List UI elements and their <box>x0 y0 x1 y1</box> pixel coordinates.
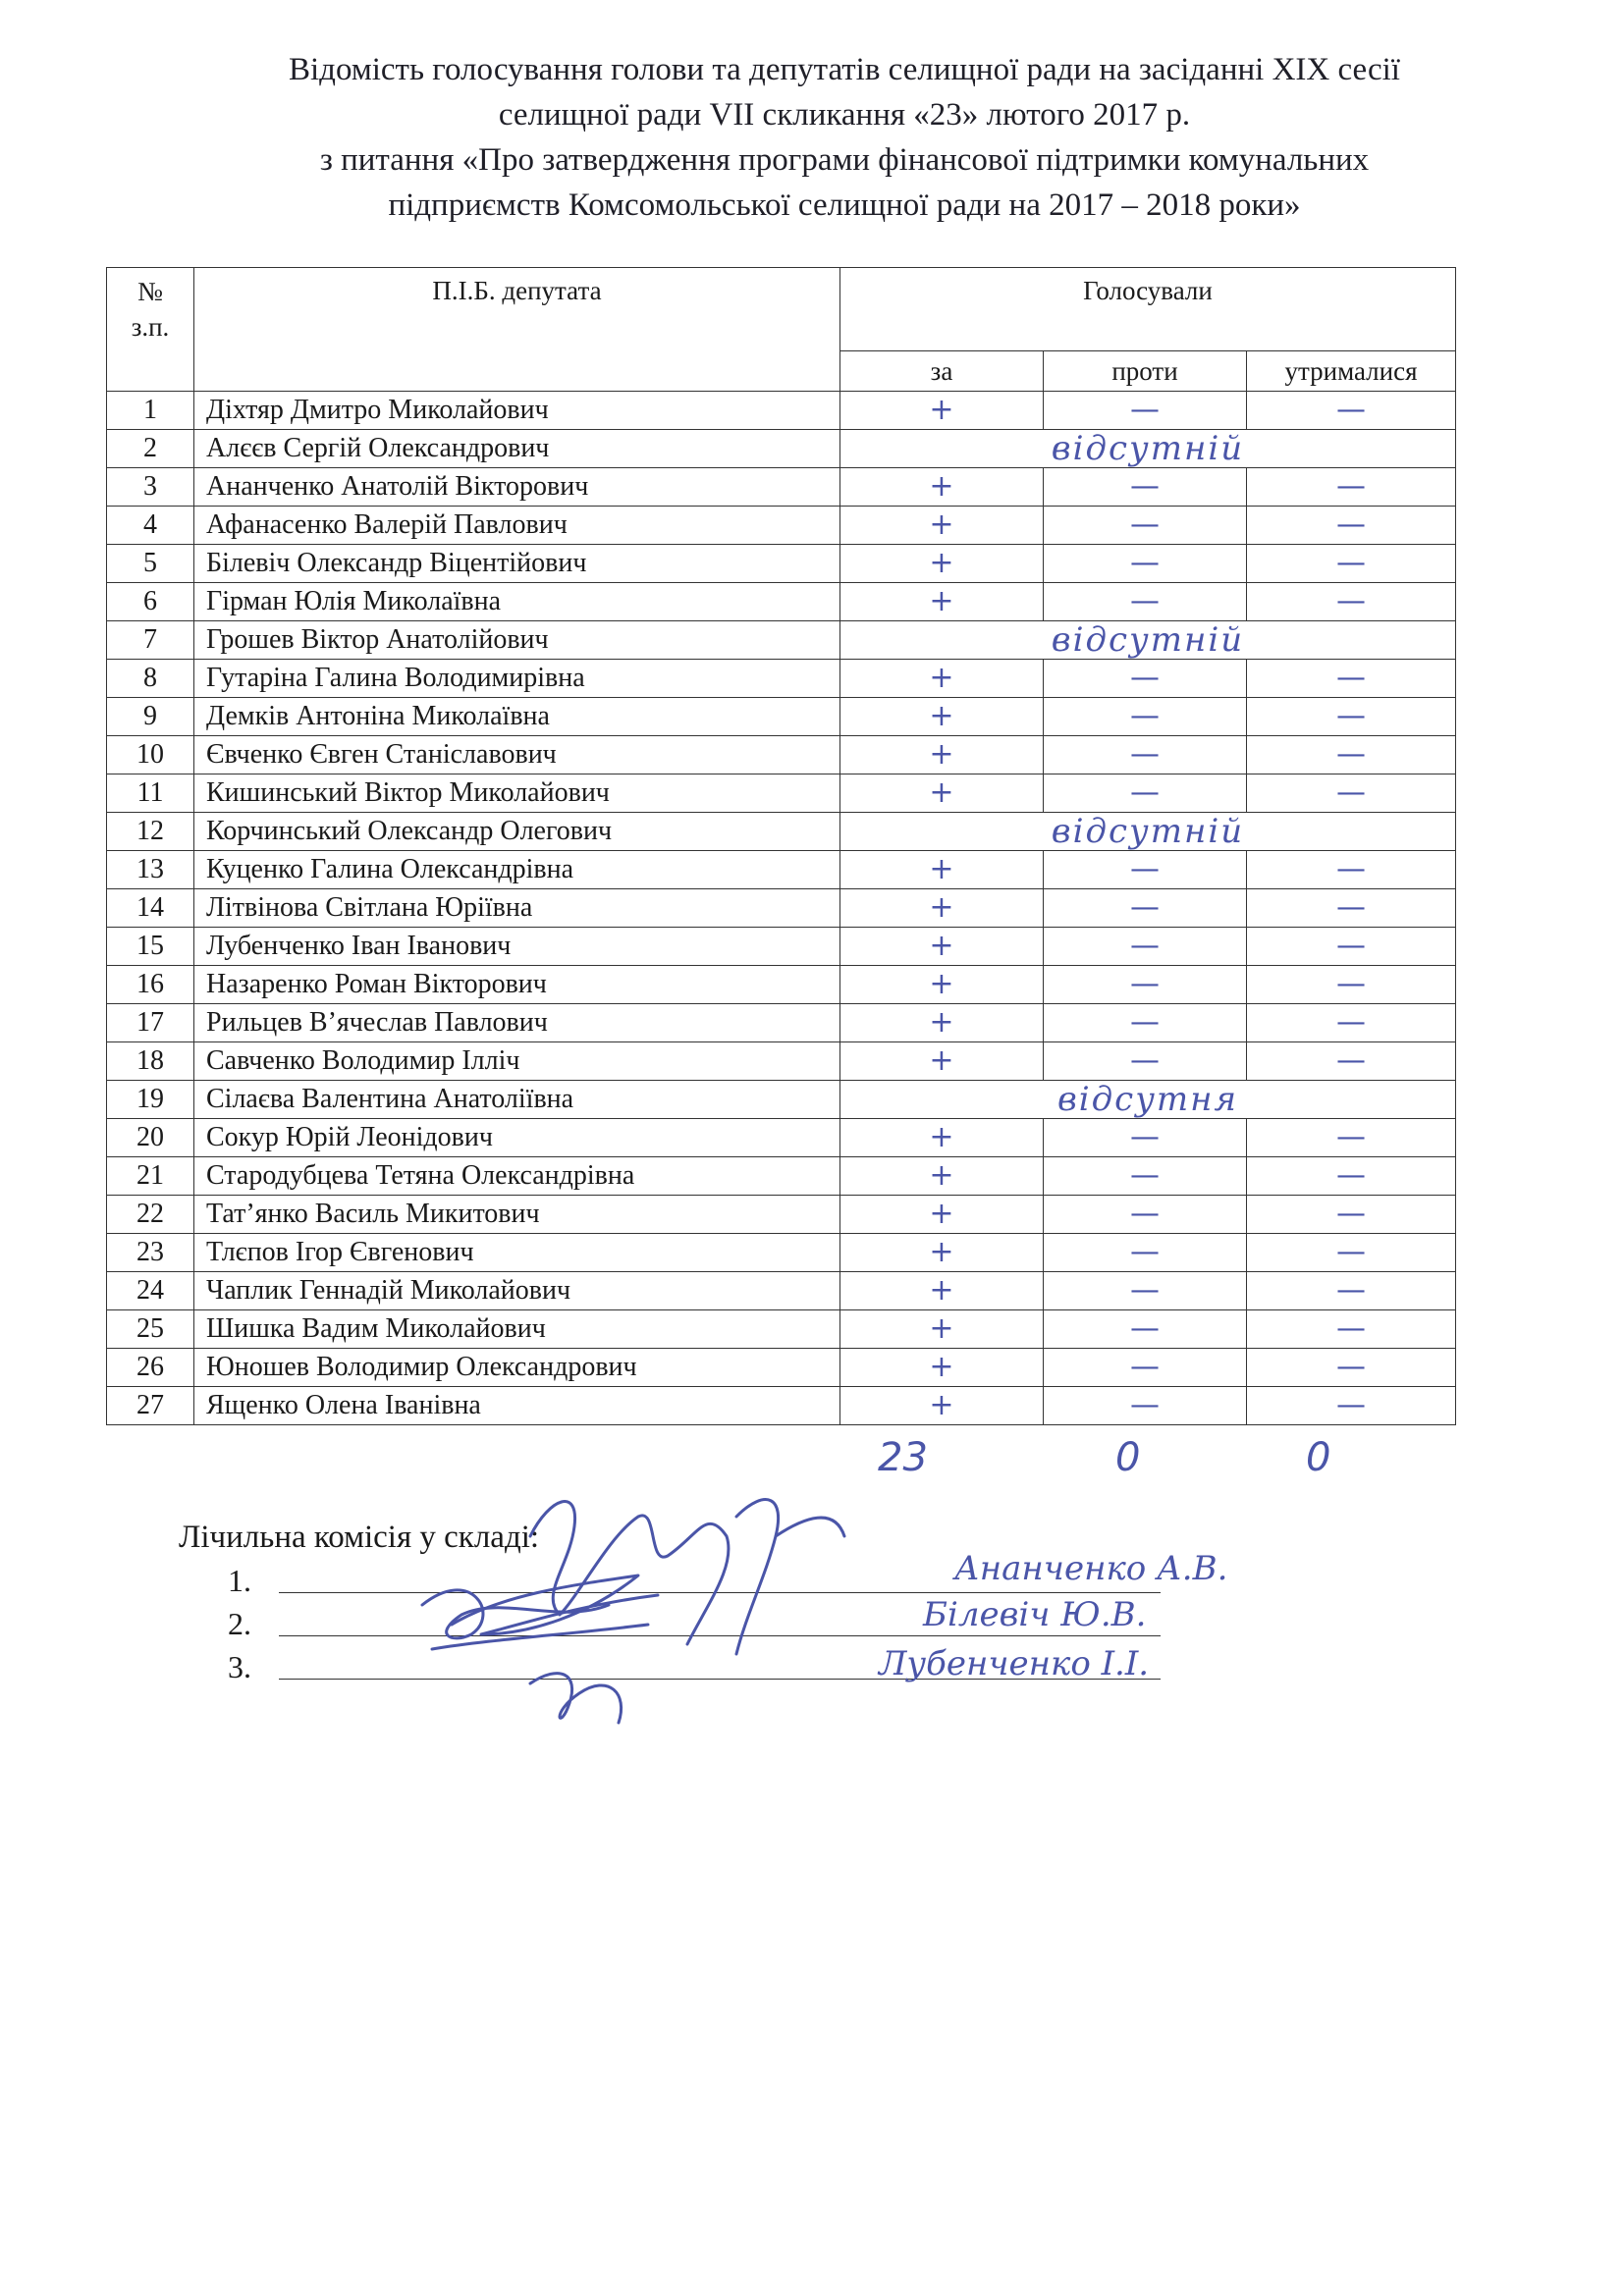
table-row <box>107 1272 1456 1310</box>
row-number: 11 <box>107 774 194 813</box>
commission-title: Лічильна комісія у складі: <box>179 1520 540 1555</box>
header-name: П.І.Б. депутата <box>194 268 840 392</box>
vote-against-mark: — <box>1044 468 1247 507</box>
vote-for-mark: + <box>840 392 1044 430</box>
table-row <box>107 851 1456 889</box>
vote-against-mark: — <box>1044 928 1247 966</box>
vote-against-mark: — <box>1044 507 1247 545</box>
vote-for-mark: + <box>840 545 1044 583</box>
table-row <box>107 621 1456 660</box>
vote-abstained-mark: — <box>1247 928 1456 966</box>
row-number: 15 <box>107 928 194 966</box>
header-for: за <box>840 351 1044 392</box>
table-row <box>107 660 1456 698</box>
vote-for-mark: + <box>840 468 1044 507</box>
vote-abstained-mark: — <box>1247 1272 1456 1310</box>
table-row <box>107 468 1456 507</box>
deputy-name: Стародубцева Тетяна Олександрівна <box>194 1157 840 1196</box>
vote-against-mark: — <box>1044 392 1247 430</box>
header-against: проти <box>1044 351 1247 392</box>
vote-abstained-mark: — <box>1247 392 1456 430</box>
deputy-name: Афанасенко Валерій Павлович <box>194 507 840 545</box>
absent-note: відсутній <box>840 621 1456 660</box>
deputy-name: Юношев Володимир Олександрович <box>194 1349 840 1387</box>
table-row <box>107 813 1456 851</box>
vote-for-mark: + <box>840 966 1044 1004</box>
vote-abstained-mark: — <box>1247 660 1456 698</box>
header-number <box>107 268 194 392</box>
row-number: 26 <box>107 1349 194 1387</box>
vote-against-mark: — <box>1044 1004 1247 1042</box>
vote-against-mark: — <box>1044 736 1247 774</box>
vote-against-mark: — <box>1044 1196 1247 1234</box>
table-row <box>107 1042 1456 1081</box>
commission-member-name: Ананченко А.В. <box>954 1549 1228 1588</box>
vote-abstained-mark: — <box>1247 774 1456 813</box>
signature-3 <box>736 1500 844 1654</box>
vote-abstained-mark: — <box>1247 1310 1456 1349</box>
deputy-name: Сілаєва Валентина Анатоліївна <box>194 1081 840 1119</box>
commission-number: 1. <box>228 1563 251 1598</box>
deputy-name: Ананченко Анатолій Вікторович <box>194 468 840 507</box>
table-row <box>107 1387 1456 1425</box>
total-against: 0 <box>1115 1435 1141 1480</box>
commission-number: 3. <box>228 1649 251 1684</box>
header-voted: Голосували <box>840 268 1456 351</box>
row-number: 23 <box>107 1234 194 1272</box>
deputy-name: Тлєпов Ігор Євгенович <box>194 1234 840 1272</box>
table-row <box>107 698 1456 736</box>
row-number: 13 <box>107 851 194 889</box>
row-number: 6 <box>107 583 194 621</box>
vote-for-mark: + <box>840 1310 1044 1349</box>
vote-against-mark: — <box>1044 1042 1247 1081</box>
table-row <box>107 966 1456 1004</box>
title-line-1: Відомість голосування голови та депутатів селищної ради на засіданні XIX сесії <box>289 52 1400 87</box>
deputy-name: Гутаріна Галина Володимирівна <box>194 660 840 698</box>
vote-against-mark: — <box>1044 1119 1247 1157</box>
vote-against-mark: — <box>1044 851 1247 889</box>
handwritten-signatures <box>412 1477 962 1742</box>
vote-abstained-mark: — <box>1247 698 1456 736</box>
vote-abstained-mark: — <box>1247 583 1456 621</box>
row-number: 19 <box>107 1081 194 1119</box>
table-row <box>107 1196 1456 1234</box>
deputy-name: Діхтяр Дмитро Миколайович <box>194 392 840 430</box>
header-number-line1: № <box>137 277 163 306</box>
vote-against-mark: — <box>1044 583 1247 621</box>
row-number: 17 <box>107 1004 194 1042</box>
row-number: 3 <box>107 468 194 507</box>
header-abstained: утрималися <box>1247 351 1456 392</box>
vote-for-mark: + <box>840 1234 1044 1272</box>
vote-abstained-mark: — <box>1247 1349 1456 1387</box>
vote-abstained-mark: — <box>1247 736 1456 774</box>
row-number: 7 <box>107 621 194 660</box>
deputy-name: Лубенченко Іван Іванович <box>194 928 840 966</box>
vote-for-mark: + <box>840 1349 1044 1387</box>
document-title <box>147 47 1542 228</box>
vote-for-mark: + <box>840 1042 1044 1081</box>
vote-for-mark: + <box>840 1387 1044 1425</box>
row-number: 4 <box>107 507 194 545</box>
row-number: 18 <box>107 1042 194 1081</box>
row-number: 8 <box>107 660 194 698</box>
deputy-name: Чаплик Геннадій Миколайович <box>194 1272 840 1310</box>
vote-for-mark: + <box>840 928 1044 966</box>
vote-for-mark: + <box>840 507 1044 545</box>
deputy-name: Корчинський Олександр Олегович <box>194 813 840 851</box>
total-abstained: 0 <box>1306 1435 1331 1480</box>
vote-abstained-mark: — <box>1247 1119 1456 1157</box>
vote-against-mark: — <box>1044 1272 1247 1310</box>
vote-against-mark: — <box>1044 774 1247 813</box>
title-line-2: селищної ради VII скликання «23» лютого 2017 р. <box>498 97 1191 133</box>
total-for: 23 <box>878 1435 928 1480</box>
vote-for-mark: + <box>840 583 1044 621</box>
table-row <box>107 583 1456 621</box>
deputy-name: Куценко Галина Олександрівна <box>194 851 840 889</box>
vote-abstained-mark: — <box>1247 1004 1456 1042</box>
row-number: 16 <box>107 966 194 1004</box>
row-number: 1 <box>107 392 194 430</box>
table-row <box>107 392 1456 430</box>
vote-for-mark: + <box>840 660 1044 698</box>
vote-abstained-mark: — <box>1247 507 1456 545</box>
table-row <box>107 1157 1456 1196</box>
table-row <box>107 736 1456 774</box>
deputy-name: Білевіч Олександр Віцентійович <box>194 545 840 583</box>
vote-against-mark: — <box>1044 966 1247 1004</box>
commission-line-1 <box>228 1563 251 1599</box>
signature-1 <box>530 1502 729 1644</box>
row-number: 10 <box>107 736 194 774</box>
row-number: 22 <box>107 1196 194 1234</box>
table-row <box>107 430 1456 468</box>
deputy-name: Грошев Віктор Анатолійович <box>194 621 840 660</box>
vote-abstained-mark: — <box>1247 889 1456 928</box>
vote-against-mark: — <box>1044 545 1247 583</box>
deputy-name: Кишинський Віктор Миколайович <box>194 774 840 813</box>
vote-abstained-mark: — <box>1247 966 1456 1004</box>
absent-note: відсутній <box>840 430 1456 468</box>
vote-against-mark: — <box>1044 1387 1247 1425</box>
signature-3-tail <box>530 1674 622 1723</box>
vote-against-mark: — <box>1044 1310 1247 1349</box>
row-number: 24 <box>107 1272 194 1310</box>
vote-for-mark: + <box>840 1196 1044 1234</box>
vote-abstained-mark: — <box>1247 851 1456 889</box>
title-line-3: з питання «Про затвердження програми фінансової підтримки комунальних <box>319 142 1370 178</box>
vote-for-mark: + <box>840 774 1044 813</box>
vote-for-mark: + <box>840 1119 1044 1157</box>
deputy-name: Сокур Юрій Леонідович <box>194 1119 840 1157</box>
header-number-line2: з.п. <box>131 312 170 342</box>
vote-against-mark: — <box>1044 1234 1247 1272</box>
deputy-name: Літвінова Світлана Юріївна <box>194 889 840 928</box>
vote-abstained-mark: — <box>1247 1042 1456 1081</box>
row-number: 27 <box>107 1387 194 1425</box>
table-row <box>107 507 1456 545</box>
vote-against-mark: — <box>1044 889 1247 928</box>
vote-for-mark: + <box>840 889 1044 928</box>
deputy-name: Алєєв Сергій Олександрович <box>194 430 840 468</box>
vote-abstained-mark: — <box>1247 1196 1456 1234</box>
absent-note: відсутній <box>840 813 1456 851</box>
deputy-name: Тат’янко Василь Микитович <box>194 1196 840 1234</box>
voting-table-body <box>107 392 1456 1425</box>
vote-abstained-mark: — <box>1247 1157 1456 1196</box>
vote-abstained-mark: — <box>1247 545 1456 583</box>
vote-for-mark: + <box>840 736 1044 774</box>
table-row <box>107 1081 1456 1119</box>
table-row <box>107 545 1456 583</box>
row-number: 12 <box>107 813 194 851</box>
table-row <box>107 889 1456 928</box>
deputy-name: Шишка Вадим Миколайович <box>194 1310 840 1349</box>
row-number: 20 <box>107 1119 194 1157</box>
table-row <box>107 774 1456 813</box>
vote-abstained-mark: — <box>1247 1387 1456 1425</box>
vote-for-mark: + <box>840 698 1044 736</box>
title-line-4: підприємств Комсомольської селищної ради на 2017 – 2018 роки» <box>388 187 1301 223</box>
commission-member-name: Лубенченко І.І. <box>879 1644 1150 1683</box>
row-number: 9 <box>107 698 194 736</box>
row-number: 21 <box>107 1157 194 1196</box>
deputy-name: Євченко Євген Станіславович <box>194 736 840 774</box>
vote-for-mark: + <box>840 1157 1044 1196</box>
deputy-name: Гірман Юлія Миколаївна <box>194 583 840 621</box>
table-row <box>107 928 1456 966</box>
deputy-name: Ященко Олена Іванівна <box>194 1387 840 1425</box>
vote-for-mark: + <box>840 1272 1044 1310</box>
commission-line-3 <box>228 1649 251 1685</box>
table-row <box>107 1310 1456 1349</box>
vote-for-mark: + <box>840 851 1044 889</box>
vote-for-mark: + <box>840 1004 1044 1042</box>
table-row <box>107 1004 1456 1042</box>
row-number: 14 <box>107 889 194 928</box>
deputy-name: Демків Антоніна Миколаївна <box>194 698 840 736</box>
row-number: 5 <box>107 545 194 583</box>
vote-against-mark: — <box>1044 1157 1247 1196</box>
vote-against-mark: — <box>1044 698 1247 736</box>
commission-line-2 <box>228 1606 251 1642</box>
row-number: 2 <box>107 430 194 468</box>
table-row <box>107 1119 1456 1157</box>
table-row <box>107 1349 1456 1387</box>
commission-number: 2. <box>228 1606 251 1641</box>
vote-against-mark: — <box>1044 1349 1247 1387</box>
table-row <box>107 1234 1456 1272</box>
deputy-name: Рильцев В’ячеслав Павлович <box>194 1004 840 1042</box>
vote-abstained-mark: — <box>1247 1234 1456 1272</box>
absent-note: відсутня <box>840 1081 1456 1119</box>
deputy-name: Савченко Володимир Ілліч <box>194 1042 840 1081</box>
deputy-name: Назаренко Роман Вікторович <box>194 966 840 1004</box>
commission-member-name: Білевіч Ю.В. <box>923 1595 1147 1634</box>
vote-abstained-mark: — <box>1247 468 1456 507</box>
voting-table <box>106 267 1456 1425</box>
vote-against-mark: — <box>1044 660 1247 698</box>
row-number: 25 <box>107 1310 194 1349</box>
